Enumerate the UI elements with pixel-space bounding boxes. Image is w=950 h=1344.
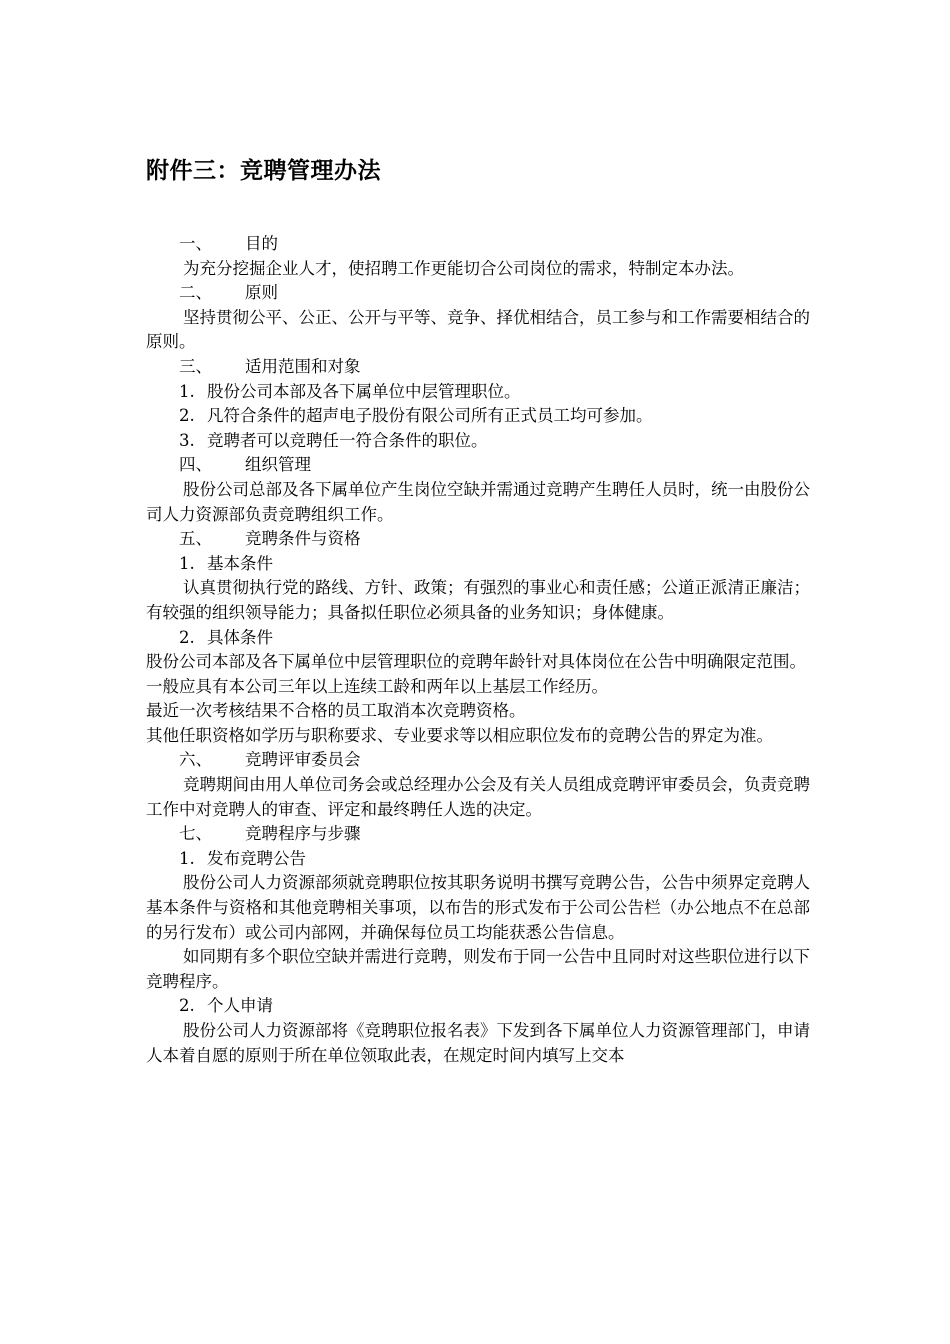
document-title: 附件三：竞聘管理办法 xyxy=(146,158,381,184)
section-heading xyxy=(146,748,810,773)
section-title: 原则 xyxy=(245,283,278,303)
paragraph: 其他任职资格如学历与职称要求、专业要求等以相应职位发布的竞聘公告的界定为准。 xyxy=(146,725,773,745)
paragraph: 股份公司本部及各下属单位中层管理职位的竞聘年龄针对具体岗位在公告中明确限定范围。 xyxy=(146,652,806,672)
item-number: 3. xyxy=(179,430,195,450)
paragraph: 股份公司人力资源部将《竞聘职位报名表》下发到各下属单位人力资源管理部门，申请人本着自愿的原则于所在单位领取此表，在规定时间内填写上交本 xyxy=(146,1021,810,1065)
paragraph: 坚持贯彻公平、公正、公开与平等、竞争、择优相结合，员工参与和工作需要相结合的原则。 xyxy=(146,307,810,352)
list-item xyxy=(146,380,810,405)
section-heading xyxy=(146,527,810,552)
document-body xyxy=(146,232,810,1068)
item-number: 1. xyxy=(179,381,195,401)
section-heading xyxy=(146,822,810,847)
section-number: 三、 xyxy=(179,356,212,376)
paragraph: 一般应具有本公司三年以上连续工龄和两年以上基层工作经历。 xyxy=(146,676,608,696)
section-title: 适用范围和对象 xyxy=(245,356,361,376)
item-text: 具体条件 xyxy=(207,627,273,647)
item-number: 2. xyxy=(179,996,195,1016)
section-number: 七、 xyxy=(179,824,212,844)
paragraph: 如同期有多个职位空缺并需进行竞聘，则发布于同一公告中且同时对这些职位进行以下竞聘程序。 xyxy=(146,947,810,991)
section-number: 六、 xyxy=(179,750,212,770)
item-number: 1. xyxy=(179,848,195,868)
section-title: 组织管理 xyxy=(245,455,311,475)
paragraph: 为充分挖掘企业人才，使招聘工作更能切合公司岗位的需求，特制定本办法。 xyxy=(183,258,744,278)
section-number: 一、 xyxy=(179,234,212,253)
list-item xyxy=(146,552,810,577)
list-item xyxy=(146,404,810,429)
paragraph: 最近一次考核结果不合格的员工取消本次竞聘资格。 xyxy=(146,701,526,721)
section-number: 五、 xyxy=(179,529,212,549)
list-item xyxy=(146,994,810,1019)
paragraph: 股份公司人力资源部须就竞聘职位按其职务说明书撰写竞聘公告，公告中须界定竞聘人基本条件与资格和其他竞聘相关事项，以布告的形式发布于公司公告栏（办公地点不在总部的另行发布）或公司内部网，并确保每位员工均能获悉公告信息。 xyxy=(146,873,810,942)
section-title: 竞聘条件与资格 xyxy=(245,529,361,549)
section-title: 竞聘评审委员会 xyxy=(245,750,361,770)
paragraph: 股份公司总部及各下属单位产生岗位空缺并需通过竞聘产生聘任人员时，统一由股份公司人力资源部负责竞聘组织工作。 xyxy=(146,479,810,524)
section-heading xyxy=(146,453,810,478)
item-number: 2. xyxy=(179,627,195,647)
item-text: 股份公司本部及各下属单位中层管理职位。 xyxy=(207,381,521,401)
list-item xyxy=(146,847,810,872)
item-text: 竞聘者可以竞聘任一符合条件的职位。 xyxy=(207,430,488,450)
section-heading xyxy=(146,281,810,306)
section-heading xyxy=(146,232,810,257)
item-number: 2. xyxy=(179,406,195,426)
paragraph: 竞聘期间由用人单位司务会或总经理办公会及有关人员组成竞聘评审委员会，负责竞聘工作中对竞聘人的审查、评定和最终聘任人选的决定。 xyxy=(146,775,810,819)
section-number: 四、 xyxy=(179,455,212,475)
item-text: 个人申请 xyxy=(207,996,273,1016)
section-heading xyxy=(146,355,810,380)
item-text: 基本条件 xyxy=(207,553,273,573)
list-item xyxy=(146,429,810,454)
item-text: 凡符合条件的超声电子股份有限公司所有正式员工均可参加。 xyxy=(207,406,653,426)
section-number: 二、 xyxy=(179,283,212,303)
item-text: 发布竞聘公告 xyxy=(207,848,306,868)
item-number: 1. xyxy=(179,553,195,573)
section-title: 竞聘程序与步骤 xyxy=(245,824,361,844)
list-item xyxy=(146,626,810,651)
section-title: 目的 xyxy=(245,234,278,253)
paragraph: 认真贯彻执行党的路线、方针、政策；有强烈的事业心和责任感；公道正派清正廉洁；有较强的组织领导能力；具备拟任职位必须具备的业务知识；身体健康。 xyxy=(146,578,810,622)
